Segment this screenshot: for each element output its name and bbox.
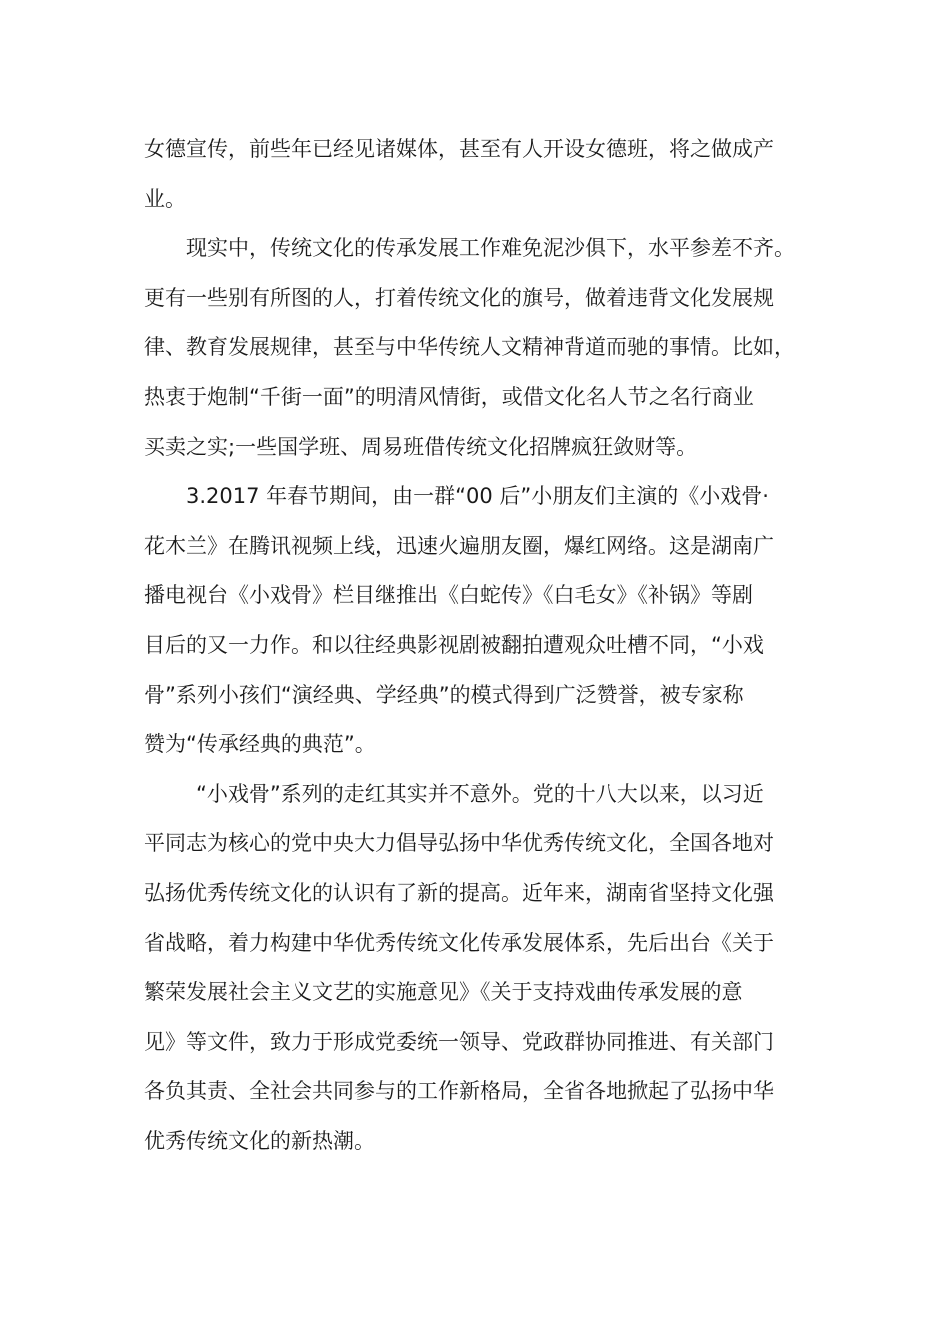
paragraph-line: 平同志为核心的党中央大力倡导弘扬中华优秀传统文化，全国各地对 — [144, 831, 774, 856]
paragraph-line: 买卖之实;一些国学班、周易班借传统文化招牌疯狂敛财等。 — [144, 434, 698, 459]
document-body — [144, 125, 804, 1166]
paragraph-line: 见》等文件，致力于形成党委统一领导、党政群协同推进、有关部门 — [144, 1029, 774, 1054]
paragraph-line: 业。 — [144, 186, 186, 211]
paragraph-line: 热衷于炮制“千街一面”的明清风情街，或借文化名人节之名行商业 — [144, 384, 754, 409]
paragraph-line: 女德宣传，前些年已经见诸媒体，甚至有人开设女德班，将之做成产 — [144, 137, 774, 161]
paragraph-line: 目后的又一力作。和以往经典影视剧被翻拍遭观众吐槽不同，“小戏 — [144, 632, 764, 657]
paragraph-line: 省战略，着力构建中华优秀传统文化传承发展体系，先后出台《关于 — [144, 930, 774, 955]
paragraph-line: 骨”系列小孩们“演经典、学经典”的模式得到广泛赞誉，被专家称 — [144, 682, 744, 707]
paragraph-line: 优秀传统文化的新热潮。 — [144, 1128, 375, 1153]
paragraph-line: 3.2017 年春节期间，由一群“00 后”小朋友们主演的《小戏骨· — [186, 484, 769, 509]
paragraph-2 — [144, 224, 804, 472]
paragraph-line: 播电视台《小戏骨》栏目继推出《白蛇传》《白毛女》《补锅》等剧 — [144, 583, 753, 608]
paragraph-line: 繁荣发展社会主义文艺的实施意见》《关于支持戏曲传承发展的意 — [144, 980, 743, 1005]
paragraph-line: 现实中，传统文化的传承发展工作难免泥沙俱下，水平参差不齐。 — [186, 236, 795, 261]
paragraph-line: 弘扬优秀传统文化的认识有了新的提高。近年来，湖南省坚持文化强 — [144, 880, 774, 905]
paragraph-line: 各负其责、全社会共同参与的工作新格局，全省各地掀起了弘扬中华 — [144, 1079, 774, 1104]
paragraph-line: “小戏骨”系列的走红其实并不意外。党的十八大以来，以习近 — [196, 781, 764, 806]
paragraph-line: 花木兰》在腾讯视频上线，迅速火遍朋友圈，爆红网络。这是湖南广 — [144, 533, 774, 558]
paragraph-4 — [144, 770, 804, 1167]
paragraph-line: 律、教育发展规律，甚至与中华传统人文精神背道而驰的事情。比如， — [144, 335, 795, 360]
paragraph-1 — [144, 125, 804, 224]
paragraph-3 — [144, 472, 804, 770]
paragraph-line: 更有一些别有所图的人，打着传统文化的旗号，做着违背文化发展规 — [144, 285, 774, 310]
paragraph-line: 赞为“传承经典的典范”。 — [144, 732, 376, 757]
